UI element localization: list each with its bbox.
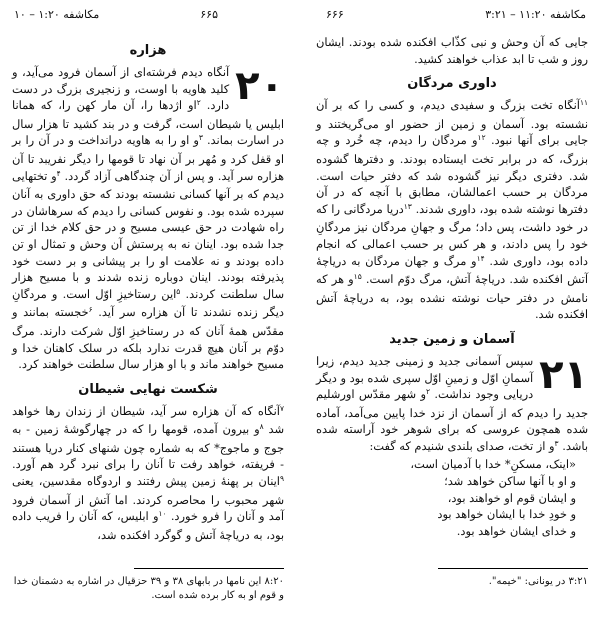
verse-text: و تختهایی دیدم که بر آنها کسانی نشسته بودند که حق داوری به آنان سپرده شده بود. و نفوس کسانی را دیدم که سرهاشان در راه شهادت در حق عیسی مسیح و در حق کلام خدا از تن جدا شده بود. اینان نه به پرستش آن وحش و تمثال او تن داده بودند و نه علامت او را بر پیشانی و بر دست خود پذیرفته بودند. اینان دوباره زنده شدند و با مسیح هزار سال سلطنت کردند. bbox=[12, 168, 284, 301]
footnote-rule bbox=[134, 568, 284, 569]
left-page-number: ۶۶۵ bbox=[200, 8, 218, 21]
verse-number: ۴ bbox=[56, 168, 61, 178]
paragraph bbox=[316, 97, 588, 323]
poem-line: و خدای ایشان خواهد بود. bbox=[456, 523, 576, 538]
paragraph bbox=[12, 64, 284, 373]
verse-text: و او را به هاویه درانداخت و در آن را بر او قفل کرد و مُهر بر آن نهاد تا قومها را دیگر نفریبد تا آن هزاره سر آید. و پس از آن چندگاهی آزاد گردد. bbox=[12, 133, 285, 183]
section-heading: شکست نهایی شیطان bbox=[78, 381, 218, 397]
chapter-number: ۲۰ bbox=[235, 63, 284, 109]
paragraph bbox=[316, 353, 588, 457]
footnote-rule bbox=[438, 568, 588, 569]
verse-text: و شهر مقدّس اورشلیم جدید را دیدم که از آسمان از نزد خدا پایین می‌آمد، آماده شده همچون عروسی که برای شوهر خود آراسته شده باشد. bbox=[316, 387, 588, 453]
verse-number: ۲ bbox=[425, 387, 430, 397]
poem-line: و خودِ خدا با ایشان خواهد بود bbox=[437, 507, 576, 522]
verse-number: ۱۰ bbox=[158, 509, 167, 519]
verse-number: ۳ bbox=[198, 133, 203, 143]
verse-number: ۸ bbox=[259, 422, 264, 432]
verse-number: ۱۴ bbox=[476, 253, 485, 263]
verse-number: ۶ bbox=[88, 305, 93, 315]
verse-text: خجسته بمانند و مقدّس همهٔ آنان که در رستاخیزِ اوّل شرکت دارند. مرگ دوّم بر آنان هیچ قدرت ندارد بلکه در سلک کاهنان خدا و مسیح خواهند ماند و با او هزار سال سلطنت خواهند کرد. bbox=[12, 305, 284, 372]
verse-text: و از تخت، صدای بلندی شنیدم که گفت: bbox=[369, 438, 555, 453]
left-column bbox=[12, 34, 284, 543]
right-column bbox=[316, 34, 588, 539]
section-heading: آسمان و زمین جدید bbox=[389, 331, 515, 347]
verse-text: دریا مردگانی را که در خود داشت، پس داد؛ مرگ و جهانِ مردگان نیز مردگانِ خود را پس دادند، و هر کس بر حسب اعمالی که انجام داده بود، داوری شد. bbox=[316, 201, 588, 268]
verse-text: اینان بر پهنهٔ زمین پیش رفتند و اردوگاه مقدسین، یعنی شهر محبوب را محاصره کردند. اما آتش از آسمان فرود آمد و آنان را فرو خورد. bbox=[12, 474, 284, 524]
paragraph bbox=[12, 403, 284, 544]
footnote-text: ۸:۲۰ این نامها در بابهای ۳۸ و ۳۹ حزقیال در اشاره به دشمنان خدا و قوم او به کار برده شده است. bbox=[13, 576, 284, 601]
section-heading: هزاره bbox=[129, 43, 167, 58]
verse-text: این رستاخیزِ اوّل است. و مردگانِ دیگر زنده نشدند تا آن هزاره سر آید. bbox=[12, 286, 285, 320]
verse-text: او اژدها را، آن مار کهن را، که همانا ابلیس یا شیطان است، گرفت و در بند کشید تا هزار سال در اسارت بماند. bbox=[12, 98, 285, 148]
poem-block bbox=[316, 456, 576, 539]
verse-number: ۲ bbox=[196, 98, 201, 108]
right-running-title: مکاشفه ۱۱:۲۰ – ۳:۲۱ bbox=[485, 8, 586, 21]
verse-text: و هر که نامش در دفتر حیات نوشته نشده بود، به دریاچهٔ آتش افکنده شد. bbox=[316, 272, 588, 322]
verse-text: و ابلیس، که آنان را فریب داده بود، به دریاچهٔ آتش و گوگرد افکنده شد، bbox=[12, 509, 284, 542]
verse-text: و مرگ و جهان مردگان به دریاچهٔ آتش افکنده شد. دریاچهٔ آتش، مرگ دوّم است. bbox=[316, 253, 588, 287]
verse-number: ۳ bbox=[554, 438, 559, 448]
left-running-title: مکاشفه ۱:۲۰ – ۱۰ bbox=[14, 8, 100, 21]
right-page-header bbox=[312, 6, 600, 24]
verse-text: آنگاه دیدم فرشته‌ای از آسمان فرود می‌آید، و کلید هاویه با اوست، و زنجیری بزرگ در دست دارد. bbox=[12, 65, 230, 113]
chapter-number: ۲۱ bbox=[539, 351, 588, 398]
right-page-number: ۶۶۶ bbox=[326, 8, 344, 21]
verse-number: ۱۱ bbox=[579, 98, 588, 108]
footnote-text: ۳:۲۱ در یونانی: "خیمه". bbox=[488, 576, 588, 587]
verse-text: و مردگان را دیدم، چه خُرد و چه بزرگ، که در برابر تخت ایستاده بودند. و دفترها گشوده شد. دفتری دیگر نیز گشوده شد که دفتر حیات است. مردگان بر حسب اعمالشان، مطابق با آنچه که در آن دفترها نوشته شده بود، داوری شدند. bbox=[316, 133, 588, 216]
intro-paragraph: جایی که آن وحش و نبی کذّاب افکنده شده بودند. ایشان روز و شب تا ابد عذاب خواهند کشید. bbox=[316, 35, 588, 66]
verse-number: ۱۳ bbox=[403, 201, 412, 211]
verse-text: آنگاه که آن هزاره سر آید، شیطان از زندان رها خواهد شد bbox=[12, 403, 284, 437]
verse-text: سپس آسمانی جدید و زمینی جدید دیدم، زیرا آسمانِ اوّل و زمینِ اوّل سپری شده بود و دیگر دریایی وجود نداشت. bbox=[316, 353, 534, 402]
poem-line: و او با آنها ساکن خواهد شد؛ bbox=[444, 474, 576, 489]
verse-number: ۱۲ bbox=[477, 133, 486, 143]
section-heading: داوری مردگان bbox=[407, 76, 497, 92]
verse-text: و بیرون آمده، قومها را که در چهارگوشهٔ زمین - به جوج و ماجوج* که به شماره چون شنهای کنار دریا هستند - فریفته، خواهد رفت تا آنان را برای نبرد گرد هم آورد. bbox=[12, 422, 284, 472]
left-page-header bbox=[0, 6, 288, 24]
verse-number: ۵ bbox=[176, 286, 181, 296]
verse-text: آنگاه تخت بزرگ و سفیدی دیدم، و کسی را که بر آن نشسته بود. آسمان و زمین از حضور او می‌گریختند و جایی برای آنها نبود. bbox=[316, 98, 588, 148]
poem-line: «اینک، مسکنِ* خدا با آدمیان است، bbox=[410, 457, 576, 472]
verse-number: ۱۵ bbox=[353, 272, 362, 282]
poem-line: و ایشان قوم او خواهند بود، bbox=[447, 490, 576, 505]
right-footnote bbox=[316, 568, 588, 589]
left-footnote bbox=[12, 568, 284, 603]
verse-number: ۹ bbox=[279, 474, 284, 484]
verse-number: ۷ bbox=[279, 403, 284, 413]
